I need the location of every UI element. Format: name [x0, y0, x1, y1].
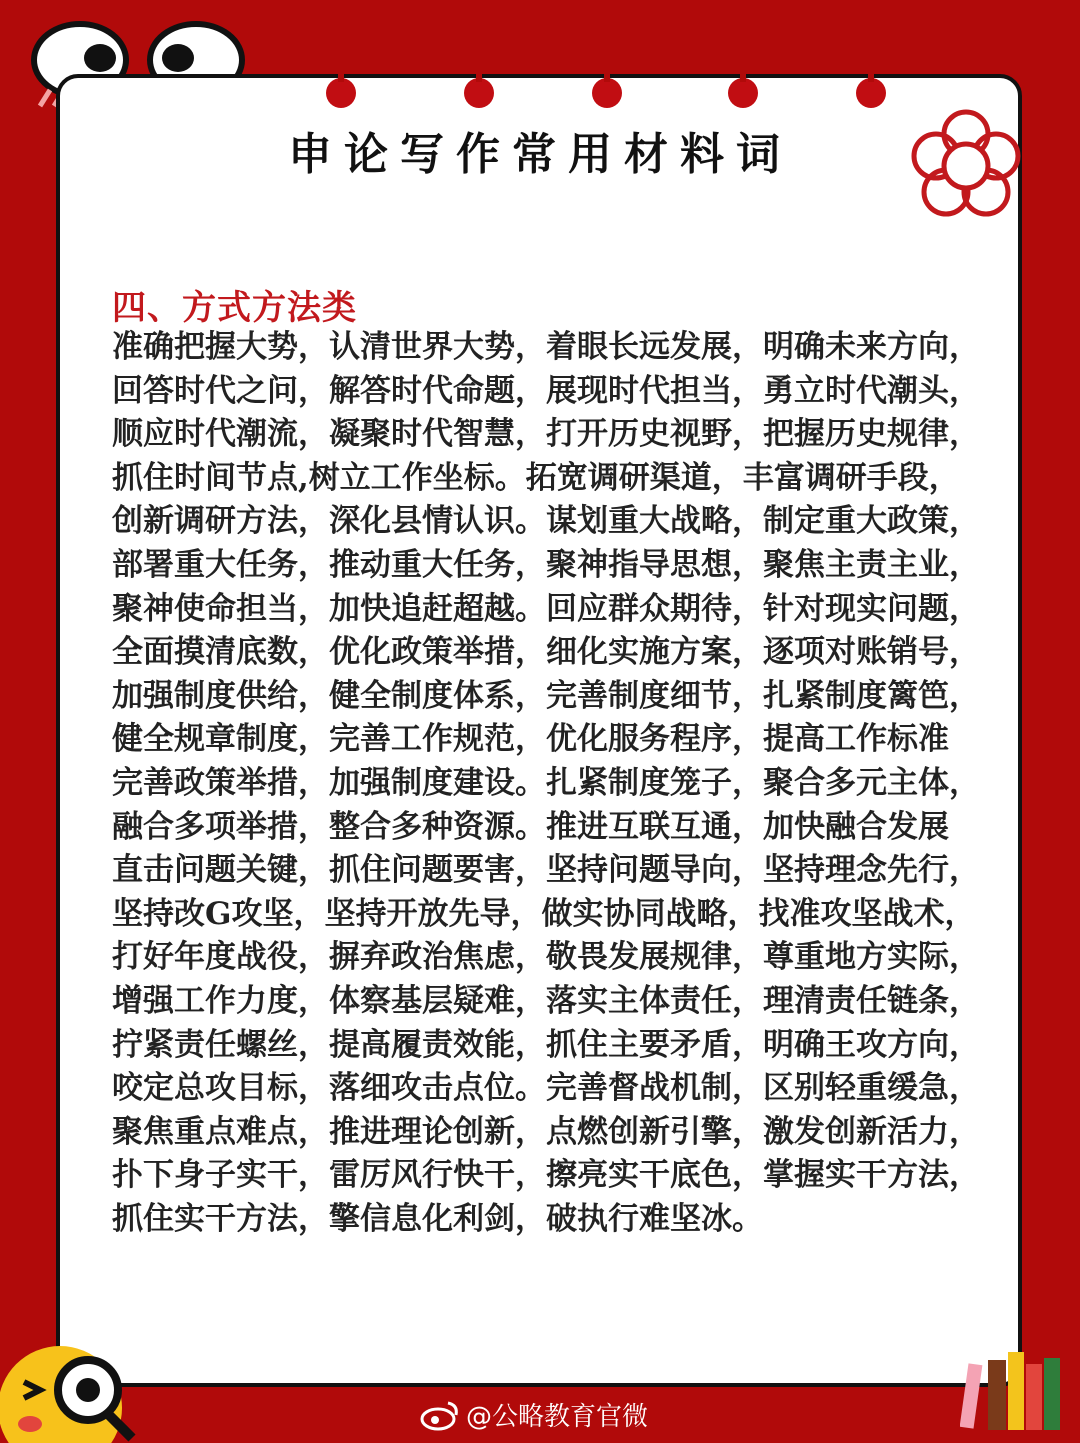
phrase-line: 聚焦重点难点，推进理论创新，点燃创新引擎，激发创新活力，: [112, 1113, 980, 1150]
binder-ring: [856, 78, 886, 108]
binder-ring: [592, 78, 622, 108]
phrase-line: 全面摸清底数，优化政策举措，细化实施方案，逐项对账销号，: [112, 634, 980, 671]
weibo-icon: [420, 1399, 460, 1431]
phrase-line: 融合多项举措，整合多种资源。推进互联互通，加快融合发展: [112, 808, 949, 845]
phrase-line: 创新调研方法，深化县情认识。谋划重大战略，制定重大政策，: [112, 503, 980, 540]
phrase-line: 拧紧责任螺丝，提高履责效能，抓住主要矛盾，明确王攻方向，: [112, 1026, 980, 1063]
section-heading: 四、方式方法类: [112, 288, 357, 328]
binder-ring: [326, 78, 356, 108]
phrase-line: 抓住时间节点,树立工作坐标。拓宽调研渠道，丰富调研手段，: [112, 459, 960, 496]
phrase-line: 直击问题关键，抓住问题要害，坚持问题导向，坚持理念先行，: [112, 852, 980, 889]
page-title: 申论写作常用材料词: [288, 129, 792, 180]
phrase-line: 健全规章制度，完善工作规范，优化服务程序，提高工作标准: [112, 721, 949, 758]
binder-ring: [728, 78, 758, 108]
phrase-line: 部署重大任务，推动重大任务，聚神指导思想，聚焦主责主业，: [112, 546, 980, 583]
phrase-line: 顺应时代潮流，凝聚时代智慧，打开历史视野，把握历史规律，: [112, 416, 980, 453]
phrase-line: 咬定总攻目标，落细攻击点位。完善督战机制，区别轻重缓急，: [112, 1070, 980, 1107]
phrase-line: 完善政策举措，加强制度建设。扎紧制度笼子，聚合多元主体，: [112, 764, 980, 801]
phrase-list: [112, 326, 980, 1241]
phrase-line: 抓住实干方法，擎信息化利剑，破执行难坚冰。: [112, 1200, 763, 1237]
phrase-line: 扑下身子实干，雷厉风行快干，擦亮实干底色，掌握实干方法，: [112, 1157, 980, 1194]
phrase-line: 准确把握大势，认清世界大势，着眼长远发展，明确未来方向，: [112, 329, 980, 365]
watermark-text: @公略教育官微: [466, 1402, 649, 1432]
phrase-line: 打好年度战役，摒弃政治焦虑，敬畏发展规律，尊重地方实际，: [112, 939, 980, 976]
watermark: [420, 1396, 648, 1433]
magnifier-emoji-icon: [0, 1338, 140, 1443]
phrase-line: 回答时代之问，解答时代命题，展现时代担当，勇立时代潮头，: [112, 372, 980, 409]
books-icon: [960, 1350, 1070, 1430]
phrase-line: 聚神使命担当，加快追赶超越。回应群众期待，针对现实问题，: [112, 590, 980, 627]
phrase-line: 增强工作力度，体察基层疑难，落实主体责任，理清责任链条，: [112, 982, 980, 1019]
phrase-line: 坚持改G攻坚，坚持开放先导，做实协同战略，找准攻坚战术，: [112, 895, 976, 932]
phrase-line: 加强制度供给，健全制度体系，完善制度细节，扎紧制度篱笆，: [112, 677, 980, 714]
binder-ring: [464, 78, 494, 108]
